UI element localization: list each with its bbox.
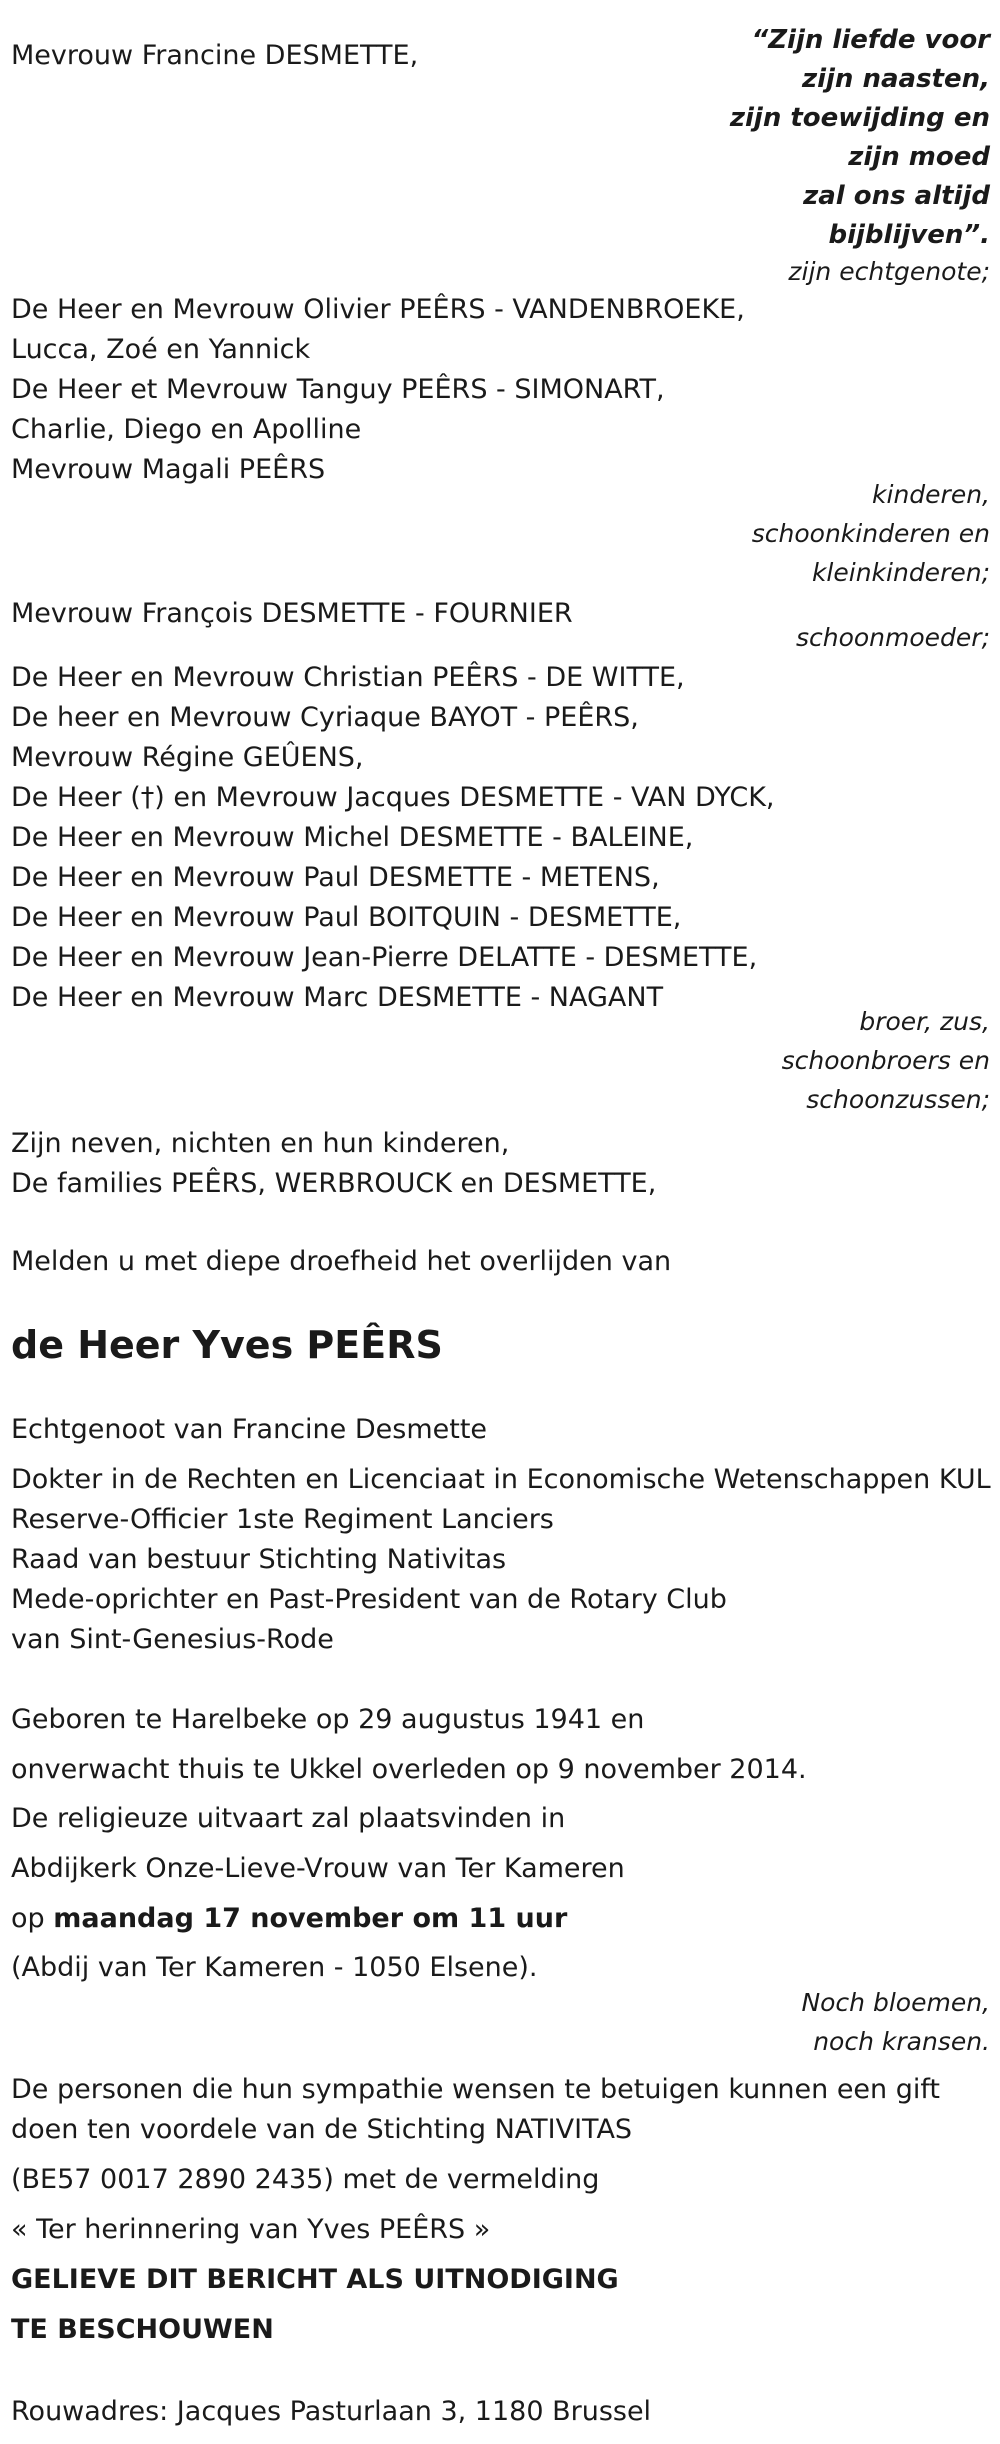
sibling-line: Mevrouw Régine GEÛENS, bbox=[11, 742, 364, 773]
siblings-role: schoonzussen; bbox=[806, 1085, 990, 1114]
date-prefix: op bbox=[11, 1903, 54, 1934]
announcement: Melden u met diepe droefheid het overlijden van bbox=[11, 1246, 672, 1277]
donation-line: (BE57 0017 2890 2435) met de vermelding bbox=[11, 2164, 600, 2195]
invitation-line: GELIEVE DIT BERICHT ALS UITNODIGING bbox=[11, 2264, 619, 2295]
donation-line: « Ter herinnering van Yves PEÊRS » bbox=[11, 2214, 491, 2245]
relatives-line: Zijn neven, nichten en hun kinderen, bbox=[11, 1128, 510, 1159]
deceased-name: de Heer Yves PEÊRS bbox=[11, 1323, 443, 1367]
quote-line: bijblijven”. bbox=[828, 220, 990, 250]
quote-line: zijn moed bbox=[848, 142, 990, 172]
title-line: Dokter in de Rechten en Licenciaat in Economische Wetenschappen KUL bbox=[11, 1464, 991, 1495]
children-line: De Heer et Mevrouw Tanguy PEÊRS - SIMONART, bbox=[11, 374, 665, 405]
church-line: Abdijkerk Onze-Lieve-Vrouw van Ter Kameren bbox=[11, 1853, 625, 1884]
sibling-line: De Heer en Mevrouw Marc DESMETTE - NAGANT bbox=[11, 982, 664, 1013]
children-line: Charlie, Diego en Apolline bbox=[11, 414, 362, 445]
title-line: Reserve-Officier 1ste Regiment Lanciers bbox=[11, 1504, 554, 1535]
invitation-line: TE BESCHOUWEN bbox=[11, 2314, 274, 2345]
spouse-of: Echtgenoot van Francine Desmette bbox=[11, 1414, 488, 1445]
sibling-line: De Heer en Mevrouw Paul BOITQUIN - DESMETTE, bbox=[11, 902, 682, 933]
sibling-line: De Heer en Mevrouw Paul DESMETTE - METENS, bbox=[11, 862, 660, 893]
mother-in-law-name: Mevrouw François DESMETTE - FOURNIER bbox=[11, 598, 573, 629]
quote-line: zal ons altijd bbox=[803, 181, 990, 211]
relatives-line: De families PEÊRS, WERBROUCK en DESMETTE, bbox=[11, 1168, 657, 1199]
children-line: De Heer en Mevrouw Olivier PEÊRS - VANDENBROEKE, bbox=[11, 294, 745, 325]
flowers-line: noch kransen. bbox=[813, 2027, 990, 2056]
spouse-role: zijn echtgenote; bbox=[788, 257, 990, 286]
donation-line: De personen die hun sympathie wensen te betuigen kunnen een gift bbox=[11, 2074, 940, 2105]
children-role: schoonkinderen en bbox=[751, 519, 990, 548]
spouse-name: Mevrouw Francine DESMETTE, bbox=[11, 40, 419, 71]
children-role: kinderen, bbox=[872, 480, 990, 509]
sibling-line: De Heer en Mevrouw Christian PEÊRS - DE WITTE, bbox=[11, 662, 685, 693]
birth-line: Geboren te Harelbeke op 29 augustus 1941 en bbox=[11, 1704, 645, 1735]
siblings-role: schoonbroers en bbox=[781, 1046, 990, 1075]
sibling-line: De heer en Mevrouw Cyriaque BAYOT - PEÊRS, bbox=[11, 702, 639, 733]
title-line: van Sint-Genesius-Rode bbox=[11, 1624, 334, 1655]
sibling-line: De Heer en Mevrouw Jean-Pierre DELATTE - DESMETTE, bbox=[11, 942, 758, 973]
children-line: Mevrouw Magali PEÊRS bbox=[11, 454, 326, 485]
quote-line: “Zijn liefde voor bbox=[751, 25, 990, 55]
death-line: onverwacht thuis te Ukkel overleden op 9 november 2014. bbox=[11, 1754, 807, 1785]
funeral-line: De religieuze uitvaart zal plaatsvinden in bbox=[11, 1803, 566, 1834]
church-address: (Abdij van Ter Kameren - 1050 Elsene). bbox=[11, 1952, 538, 1983]
mother-in-law-role: schoonmoeder; bbox=[795, 623, 990, 652]
flowers-line: Noch bloemen, bbox=[801, 1988, 990, 2017]
children-line: Lucca, Zoé en Yannick bbox=[11, 334, 311, 365]
sibling-line: De Heer en Mevrouw Michel DESMETTE - BALEINE, bbox=[11, 822, 694, 853]
children-role: kleinkinderen; bbox=[811, 558, 990, 587]
condolence-address: Rouwadres: Jacques Pasturlaan 3, 1180 Brussel bbox=[11, 2396, 652, 2427]
quote-line: zijn naasten, bbox=[801, 64, 990, 94]
title-line: Mede-oprichter en Past-President van de Rotary Club bbox=[11, 1584, 727, 1615]
donation-line: doen ten voordele van de Stichting NATIVITAS bbox=[11, 2114, 633, 2145]
date-bold: maandag 17 november om 11 uur bbox=[53, 1903, 568, 1934]
sibling-line: De Heer (†) en Mevrouw Jacques DESMETTE - VAN DYCK, bbox=[11, 782, 775, 813]
title-line: Raad van bestuur Stichting Nativitas bbox=[11, 1544, 507, 1575]
siblings-role: broer, zus, bbox=[859, 1007, 990, 1036]
funeral-date bbox=[11, 1899, 567, 1939]
quote-line: zijn toewijding en bbox=[729, 103, 990, 133]
